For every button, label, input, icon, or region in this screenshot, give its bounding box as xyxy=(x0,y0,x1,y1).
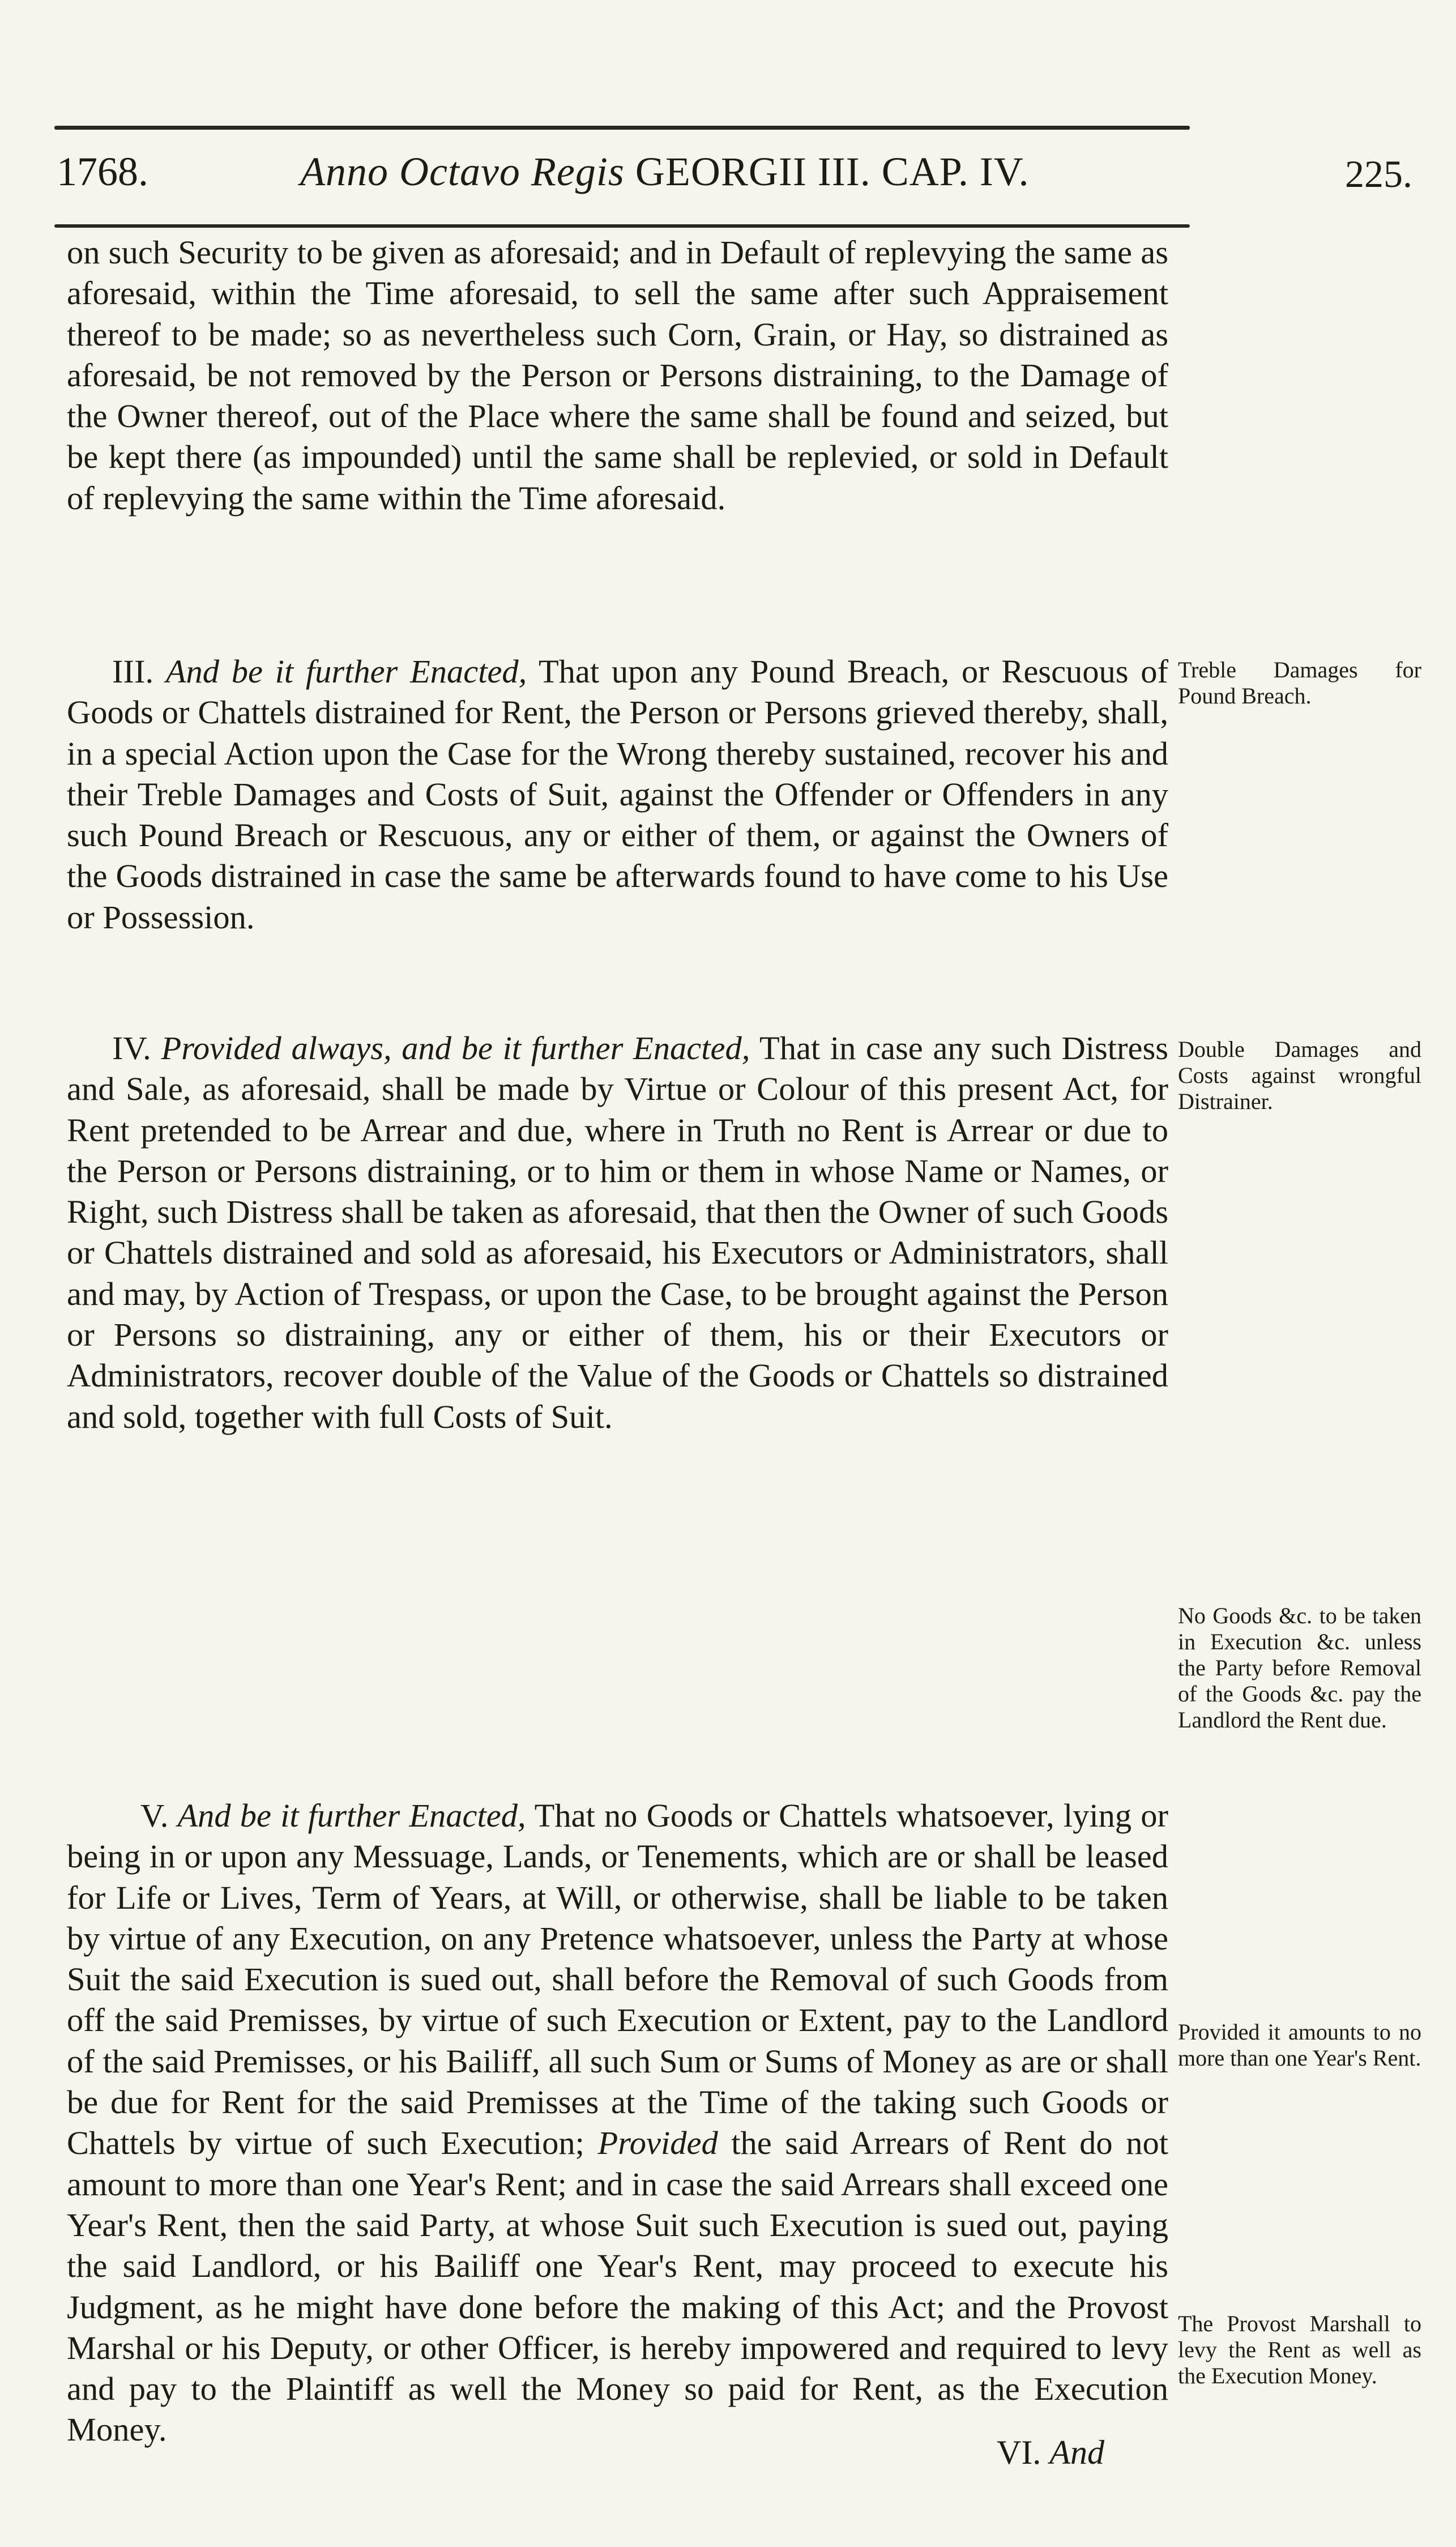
section-IV-enacting-clause: Provided always, and be it further Enacted, xyxy=(161,1030,750,1066)
section-IV-text: That in case any such Distress and Sale, as aforesaid, shall be made by Virtue or Colour of this present Act, for Rent pretended to be Arrear and due, where in Truth no Rent is Arrear or due to the Person or Persons distraining, or to him or them in whose Name or Names, or Right, such Distress shall be taken as aforesaid, that then the Owner of such Goods or Chattels distrained and sold as aforesaid, his Executors or Administrators, shall and may, by Action of Trespass, or upon the Case, to be brought against the Person or Persons so distraining, any or either of them, his or their Executors or Administrators, recover double of the Value of the Goods or Chattels so distrained and sold, together with full Costs of Suit. xyxy=(67,1030,1168,1435)
section-III-number: III. xyxy=(112,653,154,690)
section-IV xyxy=(67,1028,1168,1437)
section-III-enacting-clause: And be it further Enacted, xyxy=(165,653,527,690)
section-IV-number: IV. xyxy=(112,1030,151,1066)
margin-note-treble-damages: Treble Damages for Pound Breach. xyxy=(1178,657,1421,709)
section-V-number: V. xyxy=(140,1797,169,1834)
margin-note-no-goods-taken: No Goods &c. to be taken in Execution &c. unless the Party before Removal of the Goods &c. pay the Landlord the Rent due. xyxy=(1178,1603,1421,1733)
section-V xyxy=(67,1795,1168,2451)
header-title-rest: GEORGII III. CAP. IV. xyxy=(635,149,1030,194)
margin-note-one-years-rent: Provided it amounts to no more than one Year's Rent. xyxy=(1178,2019,1421,2071)
page-number: 225. xyxy=(1345,152,1412,195)
section-V-enacting-clause: And be it further Enacted, xyxy=(177,1797,526,1834)
catchword-plain: VI. xyxy=(997,2434,1041,2471)
section-III-text: That upon any Pound Breach, or Rescuous of Goods or Chattels distrained for Rent, the Person or Persons grieved thereby, shall, in a special Action upon the Case for the Wrong thereby sustained, recover his and their Treble Damages and Costs of Suit, against the Offender or Offenders in any such Pound Breach or Rescuous, any or either of them, or against the Owners of the Goods distrained in case the same be afterwards found to have come to his Use or Possession. xyxy=(67,653,1168,936)
header-title-italic: Anno Octavo Regis xyxy=(300,149,625,194)
margin-note-provost-marshall: The Provost Marshall to levy the Rent as well as the Execution Money. xyxy=(1178,2311,1421,2388)
section-V-proviso: Provided xyxy=(597,2124,718,2162)
header-title xyxy=(300,140,1030,203)
section-III xyxy=(67,651,1168,938)
header-year: 1768. xyxy=(57,149,148,194)
margin-note-double-damages: Double Damages and Costs against wrongful Distrainer. xyxy=(1178,1036,1421,1114)
page-header xyxy=(57,140,1438,208)
section-V-text-b: the said Arrears of Rent do not amount to more than one Year's Rent; and in case the said Arrears shall exceed one Year's Rent, then the said Party, at whose Suit such Execution is sued out, paying the said Landlord, or his Bailiff one Year's Rent, may proceed to execute his Judgment, as he might have done before the making of this Act; and the Provost Marshal or his Deputy, or other Officer, is hereby impowered and required to levy and pay to the Plaintiff as well the Money so paid for Rent, as the Execution Money. xyxy=(67,2124,1168,2448)
paragraph-continuation: on such Security to be given as aforesaid; and in Default of replevying the same as aforesaid, within the Time aforesaid, to sell the same after such Appraisement thereof to be made; so as nevertheless such Corn, Grain, or Hay, so distrained as aforesaid, be not removed by the Person or Persons distraining, to the Damage of the Owner thereof, out of the Place where the same shall be found and seized, but be kept there (as impounded) until the same shall be replevied, or sold in Default of replevying the same within the Time aforesaid. xyxy=(67,234,1168,517)
section-V-text-a: That no Goods or Chattels whatsoever, lying or being in or upon any Messuage, Lands, or Tenements, which are or shall be leased for Life or Lives, Term of Years, at Will, or otherwise, shall be liable to be taken by virtue of any Execution, on any Pretence whatsoever, unless the Party at whose Suit the said Execution is sued out, shall before the Removal of such Goods from off the said Premisses, by virtue of such Execution or Extent, pay to the Landlord of the said Premisses, or his Bailiff, all such Sum or Sums of Money as are or shall be due for Rent for the said Premisses at the Time of the taking such Goods or Chattels by virtue of such Execution; xyxy=(67,1797,1168,2162)
header-rule-bottom xyxy=(54,224,1190,228)
catchword-italic: And xyxy=(1049,2434,1104,2471)
catchword xyxy=(997,2430,1104,2475)
header-rule-top xyxy=(54,126,1190,130)
